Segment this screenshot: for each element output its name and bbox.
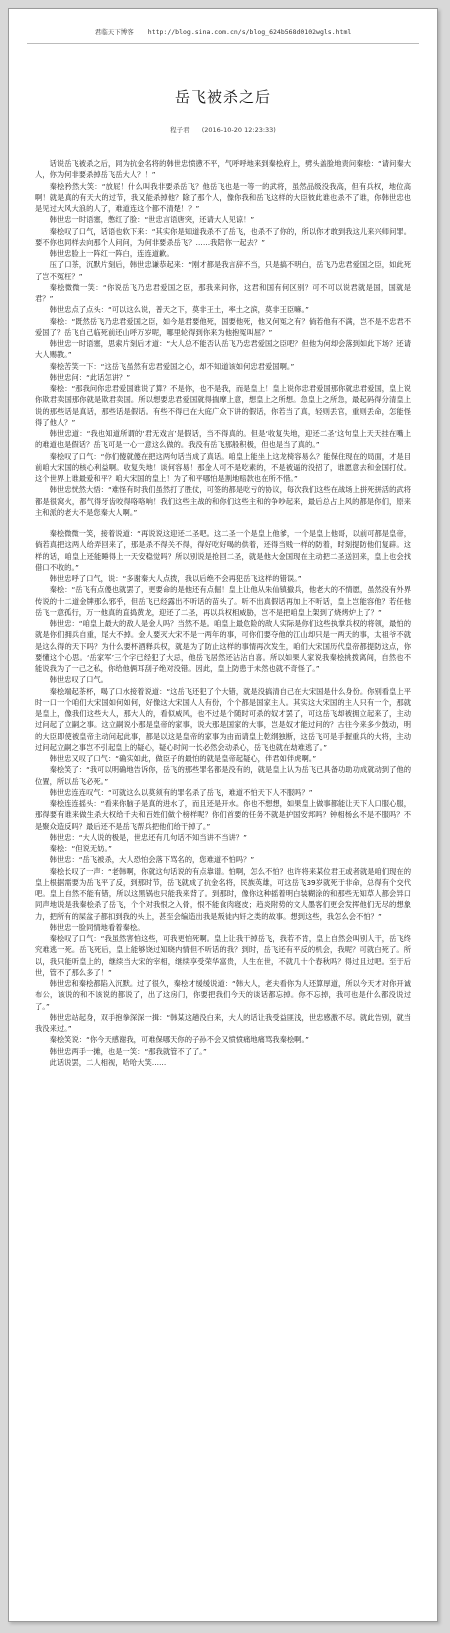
article-time: (2016-10-20 12:23:33)	[201, 126, 276, 134]
article-paragraph: 秦桧矜然大笑：“放屁！什么叫我非要杀岳飞？他岳飞也是一等一的武将，虽然品级没我高，但有兵权，地位高啊！就是真的有天大的过节，我又能杀掉他？除了那个人，像你我和岳飞这样的大臣彼此谁也杀不了谁，你韩世忠也是见过大风大浪的人了，难道连这个都不清楚！？”	[35, 181, 411, 213]
article-paragraph: 韩世忠又叹了口气：“确实如此，做臣子的最怕的就是皇帝起疑心，伴君如伴虎啊。”	[49, 754, 317, 763]
article-paragraph: 秦桧苦笑一下：“这岳飞虽然有忠君爱国之心，却不知道该如何忠君爱国啊。”	[49, 361, 295, 371]
article-paragraph: 秦桧叹了口气，话语也软下来：“其实你是知道我杀不了岳飞，也杀不了你的，所以你才敢到我这儿来兴师问罪。要不你也同样去向那个人问问，为何非要杀岳飞？……我陪你一起去？”	[35, 226, 411, 247]
article-paragraph: 韩世忠一时语塞，思索片刻后才道：“大人总不能否认岳飞乃忠君爱国之臣吧？但他为何却会落到如此下场？还请大人赐教。”	[35, 339, 411, 360]
article-paragraph: 秦桧微微一笑，接着说道：“再说说这迎还二圣吧。这二圣一个是皇上他爹，一个是皇上他哥，以前可都是皇帝，倘若真把这两人给弄回来了，那是杀不得关不得，得好吃好喝的供着，还得当贱一样的防着，时刻提防他们复辟。这样的话，咱皇上还能睡得上一天安稳觉吗？所以别说是抢回二圣，就是他大金国现在主动把二圣送回来，皇上也会找借口不收的。”	[35, 529, 411, 572]
article-paragraph: 秦桧端起茶杯，喝了口水接着说道：“这岳飞还犯了个大错，就是没搞清自己在大宋国是什么身份。你别看皇上平时一口一个咱们大宋国如何如何，好像这大宋国人人有份，个个都是国家主人。其实这大宋国的主人只有一个，那就是皇上，像我们这些大人，那大人的，看似威风，也不过是个随时可杀的奴才罢了，可这岳飞却被拥立起来了，主动过问起了立嗣之事。这立嗣说小那是皇帝的家事，说大那是国家的大事，岂是奴才能过问的？古往今来多少鼓动，明的大臣即使被皇帝主动问起此事，都是以这是皇帝的家事为由而请皇上乾纲独断，这岳飞可是手握重兵的大将，主动过问起立嗣之事岂不引起皇上的疑心，疑心时间一长必然会动杀心，岳飞也就在劫难逃了。”	[35, 686, 411, 752]
article-paragraph: 韩世忠呼了口气，说：“多谢秦大人点拨，我以后绝不会再犯岳飞这样的错误。”	[49, 574, 302, 583]
article-title: 岳飞被杀之后	[174, 88, 271, 106]
article-paragraph: 此话说罢，二人相视，哈哈大笑……	[49, 1057, 167, 1067]
article-body	[35, 158, 411, 1068]
article-paragraph: 秦桧笑说：“你今天感谢我，可难保哪天你的子孙不会又愤愤痛地痛骂我秦桧啊。”	[49, 1035, 309, 1045]
article-paragraph: 韩世忠和秦桧都陷入沉默。过了很久，秦桧才缓缓说道：“韩大人，老夫看你为人还算厚道，所以今天才对你开诚布公，该说的和不该说的都说了，出了这房门，你要把我们今天的谈话都忘掉。你不忘掉，我可也是什么都没说过了。”	[35, 979, 411, 1011]
article-paragraph: 秦桧连连摇头：“看来你脑子是真的进水了，而且还是开水。你也不想想，如果皇上做事都能让天下人口服心服，那得要有谁来做生杀大权给千夫和百姓们做个榜样呢？你们首要的任务不就是护国安邦吗？钟相杨幺不是不服吗？不是聚众造反吗？最后还不是岳飞帮兵把他们给干掉了。”	[35, 799, 411, 831]
article-paragraph: 韩世忠：“大人说的极是，世忠还有几句话不知当讲不当讲？”	[49, 832, 247, 842]
article-author[interactable]: 程子君	[170, 126, 190, 134]
blog-name[interactable]: 君临天下博客	[94, 28, 134, 36]
article-paragraph: 韩世忠脸上一阵红一阵白，连连道歉。	[49, 249, 174, 258]
article-paragraph: 韩世忠两手一摊，也是一笑：“那我就管不了了。”	[49, 1046, 207, 1056]
article-paragraph: 韩世忠叹了口气。	[49, 675, 108, 685]
article-paragraph: 韩世忠：“岳飞被杀，大人恐怕会落下骂名的，您难道不怕吗？”	[49, 855, 255, 865]
blog-header	[27, 21, 419, 44]
article-paragraph: 韩世忠一时语塞，憋红了脸：“世忠言语唐突，还请大人见谅！”	[49, 215, 255, 225]
article-paragraph: 秦桧叹了口气：“你们傻就傻在把这两句话当成了真话。咱皇上能坐上这龙椅容易么？能保住现在的局面，才是目前咱大宋国的核心利益啊。收复失地！谈何容易！那金人可不是吃素的，不是被逼的没招了，谁愿意去和金国打仗。这个世界上谁最爱和平？咱大宋国的皇上！为了和平哪怕是割地赔款也在所不惜。”	[35, 451, 411, 483]
article-paragraph: 韩世忠站起身，双手抱拳深深一揖：“韩某这趟没白来，大人的话让我受益匪浅，世忠感激不尽。就此告别，就当我没来过。”	[35, 1012, 411, 1033]
article-paragraph: 韩世忠道：“我也知道所谓的‘君无戏言’是假话，当不得真的。但是‘收复失地，迎还二圣’这句皇上天天挂在嘴上的难道也是假话？岳飞可是一心一意这么做的。我没有岳飞那般积极，但也是当了真的。”	[35, 429, 411, 450]
article-paragraph: 韩世忠恍然大悟：“难怪有时我们虽然打了胜仗，可签的都是吃亏的协议，每次我们这些在战场上拼死拼活的武将都是很窝火，都气得牙齿咬得咯咯响！我们这些主战的和你们这些主和的争吵起来，最后总占上风的都是你们，原来主和派的老大不是您秦大人啊。”	[35, 485, 411, 517]
article-paragraph: 秦桧叹了口气：“我虽然害怕这些，可我更怕死啊。皇上让我干掉岳飞，我若不肯，皇上自然会叫别人干，岳飞终究难逃一死。岳飞死后，皇上能够饶过知晓内情但不听话的我？到时，岳飞还有平反的机会，我呢？可就白死了。所以，我只能听皇上的，继续当大宋的宰相，继续享受荣华富贵，人生在世，不就几十个春秋吗？得过且过吧。至于后世，管不了那么多了！”	[35, 934, 411, 977]
article-byline	[9, 125, 437, 134]
article-paragraph: 压了口茶，沉默片刻后，韩世忠谦恭起来：“刚才都是我言辞不当，只是搞不明白，岳飞乃忠君爱国之臣，如此死了岂不冤枉？”	[35, 260, 411, 281]
article-paragraph: 秦桧：“那我问你忠君爱国谁说了算？不是你，也不是我，而是皇上！皇上说你忠君爱国那你就忠君爱国，皇上说你欺君卖国那你就是欺君卖国。所以想要忠君爱国就得揣摩上意，想皇上之所想。急皇上之所急，最起码得分清皇上说的那些话是真话，那些话是假话。有些不得已在大庭广众下讲的假话，你若当了真，轻则丢官，重则丢命，怎能怪得了他人？”	[35, 384, 411, 427]
article-paragraph: 秦桧：“但说无妨。”	[49, 844, 112, 853]
article-paragraph: 韩世忠一脸同情地看着秦桧。	[49, 922, 145, 932]
article-page	[8, 8, 438, 1622]
article-paragraph: 秦桧微微一笑：“你说岳飞乃忠君爱国之臣，那我来问你，这君和国有何区别？可不可以说君就是国，国就是君？”	[35, 282, 411, 303]
article-paragraph: 韩世忠点了点头：“可以这么说，普天之下，莫非王土，率土之滨，莫非王臣嘛。”	[49, 305, 309, 315]
article-paragraph: 话说岳飞被杀之后，同为抗金名将的韩世忠愤懑不平，气呼呼地来到秦桧府上，劈头盖脸地责问秦桧：“请问秦大人，你为何非要杀掉岳飞岳大人？！”	[35, 159, 411, 180]
article-paragraph: 韩世忠：“咱皇上最大的敌人是金人吗？当然不是。咱皇上最危险的敌人实际是你们这些执掌兵权的将领，最怕的就是你们拥兵自重，尾大不掉。金人要灭大宋不是一两年的事，可你们要夺他的江山却只是一两天的事，太祖爷不就是这么得的天下吗？为什么要杯酒释兵权，就是为了防止这样的事情再次发生，咱们大宋国历代皇帝都提防这点，你要懂这个心思。‘岳家军’三个字已经犯了大忌，他岳飞居然还沾沾自喜。所以如果人家说我秦桧挑拨离间，自然也不能说我为了一己之私，你给他俩耳刮子绝对没错。因此，皇上防患于未然也就不奇怪了。”	[35, 619, 411, 673]
article-paragraph: 韩世忠问：“此话怎讲？”	[49, 372, 131, 382]
article-paragraph: 秦桧长叹了一声：“老韩啊，你就这句话说的有点靠谱。怕啊，怎么不怕？也许将来某位君王或者就是咱们现在的皇上根据需要为岳飞平了反，到那时节，岳飞就成了抗金名将，民族英雄，可这岳飞39岁就死于非命，总得有个交代吧。皇上自然不能有错，所以这黑锅也只能我来背了。到那时，像你这种摇着明白装糊涂的和那些无知草人都会异口同声地说是我秦桧杀了岳飞，个个对我恨之入骨，恨不能食肉寝皮；趋炎附势的文人墨客们更会发挥他们无尽的想象力，把所有的屎盆子都扣到我的头上，甚至会编造出我是叛徒内奸之类的故事。想到这些，我怎么会不怕？”	[35, 866, 411, 921]
article-paragraph: 秦桧：“岳飞有点傻也就罢了，更要命的是他还有点倔！皇上让他从朱仙镇撤兵，他老大的不情愿，虽然没有外界传说的十二道金牌那么邪乎，但岳飞已经露出不听话的苗头了。听不出真假话再加上不听话，皇上岂能容他？若任他岳飞一意孤行，万一他真的直捣黄龙，迎还了二圣，再以兵权相威胁，岂不是把咱皇上架到了烧烤炉上了？”	[35, 585, 411, 617]
article-paragraph: 韩世忠连连叹气：“可就这么以莫须有的罪名杀了岳飞，难道不怕天下人不服吗？”	[49, 787, 313, 797]
article-url[interactable]: http://blog.sina.com.cn/s/blog_624b568d0102wgls.html	[147, 28, 352, 36]
article-paragraph: 秦桧：“既然岳飞乃忠君爱国之臣，如今是君要他死，国要他死，他又何冤之有？倘若他有不满，岂不是不忠君不爱国了？岳飞自己临死前还山呼万岁呢，哪里轮得到你来为他抱冤叫屈？”	[35, 316, 411, 337]
article-paragraph: 秦桧笑了：“我可以明确地告诉你，岳飞的那些罪名都是没有的，就是皇上认为岳飞已具备功助功成就动到了他的位置，所以岳飞必死。”	[35, 765, 411, 786]
